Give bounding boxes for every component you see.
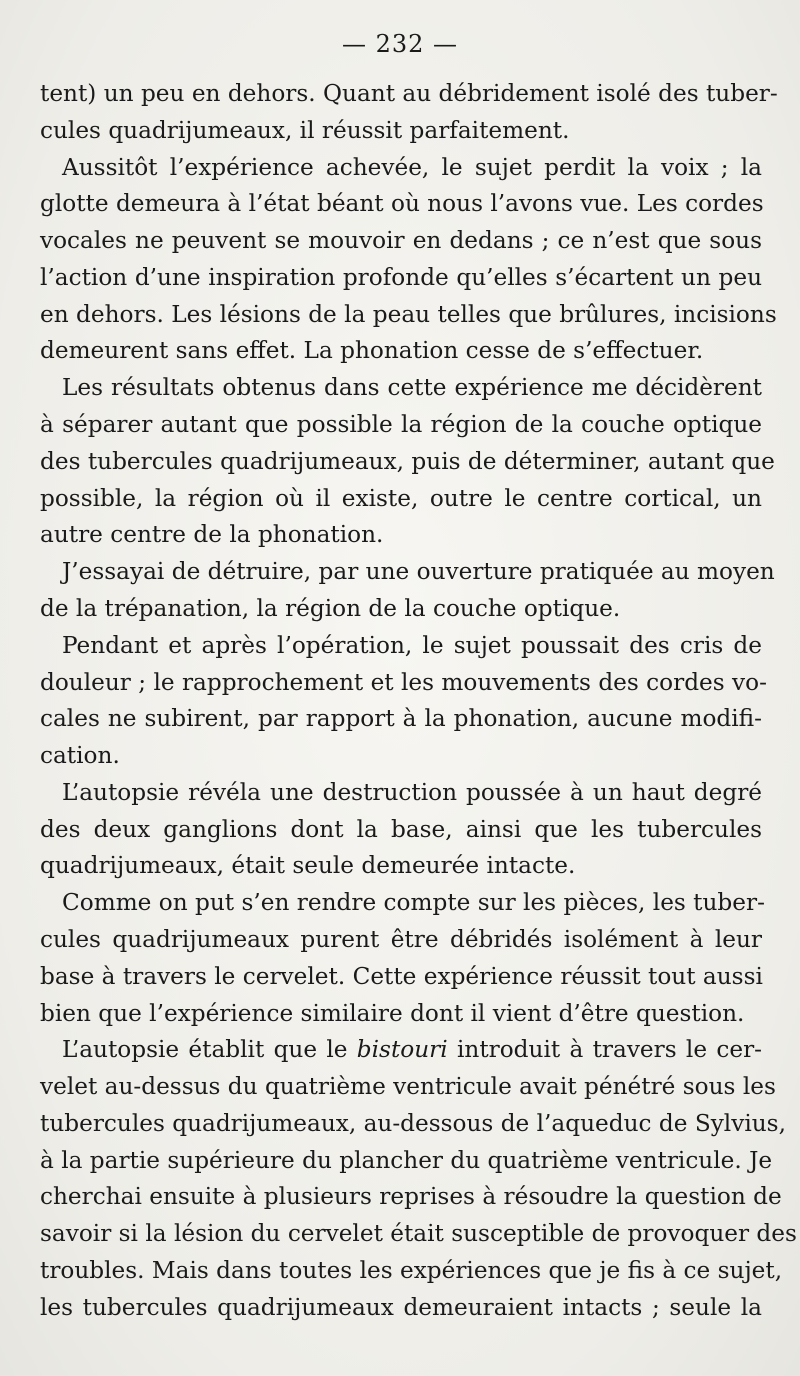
text-line: douleur ; le rapprochement et les mouvements des cordes vo- <box>40 668 767 696</box>
text-line: de la trépanation, la région de la couche optique. <box>40 594 621 622</box>
text-line: tent) un peu en dehors. Quant au débridement isolé des tuber- <box>40 80 778 107</box>
text-line: demeurent sans effet. La phonation cesse de s’effectuer. <box>40 337 704 365</box>
text-line: les tubercules quadrijumeaux demeuraient intacts ; seule la <box>40 1293 762 1321</box>
text-line: Pendant et après l’opération, le sujet poussait des cris de <box>62 631 762 659</box>
text-line: cales ne subirent, par rapport à la phonation, aucune modifi- <box>40 705 762 733</box>
text-line: J’essayai de détruire, par une ouverture pratiquée au moyen <box>62 558 775 586</box>
body-text <box>40 76 797 1327</box>
text-line: savoir si la lésion du cervelet était susceptible de provoquer des <box>40 1220 797 1248</box>
text-line: cation. <box>40 742 120 770</box>
text-line: des deux ganglions dont la base, ainsi que les tubercules <box>40 815 762 843</box>
text-line: quadrijumeaux, était seule demeurée intacte. <box>40 852 576 880</box>
text-line: cules quadrijumeaux, il réussit parfaitement. <box>40 116 570 144</box>
page-number: — 232 — <box>341 30 459 58</box>
text-line: glotte demeura à l’état béant où nous l’avons vue. Les cordes <box>40 190 764 218</box>
text-line: autre centre de la phonation. <box>40 521 384 549</box>
text-line: vocales ne peuvent se mouvoir en dedans ; ce n’est que sous <box>40 227 762 255</box>
text-line: des tubercules quadrijumeaux, puis de déterminer, autant que <box>40 447 775 475</box>
text-line: en dehors. Les lésions de la peau telles que brûlures, incisions <box>40 300 777 328</box>
text-line: cules quadrijumeaux purent être débridés isolément à leur <box>40 925 762 953</box>
text-line: à la partie supérieure du plancher du quatrième ventricule. Je <box>40 1146 773 1174</box>
text-line: troubles. Mais dans toutes les expériences que je fis à ce sujet, <box>40 1257 783 1284</box>
text-line: Les résultats obtenus dans cette expérience me décidèrent <box>62 374 762 402</box>
text-line: L’autopsie révéla une destruction poussée à un haut degré <box>62 778 762 806</box>
text-line: à séparer autant que possible la région de la couche optique <box>40 411 762 439</box>
text-line: bien que l’expérience similaire dont il vient d’être question. <box>40 999 745 1027</box>
text-line: cherchai ensuite à plusieurs reprises à résoudre la question de <box>40 1183 782 1211</box>
text-line: base à travers le cervelet. Cette expérience réussit tout aussi <box>40 962 763 990</box>
text-line: L’autopsie établit que le bistouri introduit à travers le cer- <box>62 1036 762 1064</box>
text-line: l’action d’une inspiration profonde qu’elles s’écartent un peu <box>40 263 762 291</box>
text-line: velet au-dessus du quatrième ventricule avait pénétré sous les <box>40 1073 776 1101</box>
text-line: Aussitôt l’expérience achevée, le sujet perdit la voix ; la <box>62 153 762 181</box>
text-line: Comme on put s’en rendre compte sur les pièces, les tuber- <box>62 889 765 917</box>
text-line: possible, la région où il existe, outre le centre cortical, un <box>40 484 762 512</box>
text-line: tubercules quadrijumeaux, au-dessous de l’aqueduc de Sylvius, <box>40 1109 786 1137</box>
